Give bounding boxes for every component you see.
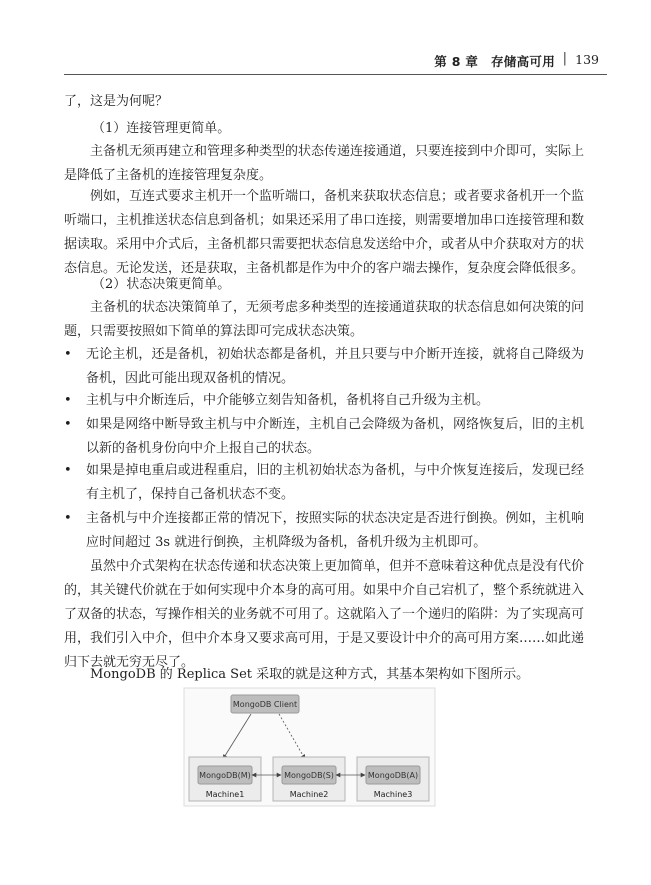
list-item-text: 如果是网络中断导致主机与中介断连，主机自己会降级为备机，网络恢复后，旧的主机以新的备机身份向中介上报自己的状态。 (86, 417, 584, 456)
paragraph-decision: 主备机的状态决策简单了，无须考虑多种类型的连接通道获取的状态信息如何决策的问题，只需要按照如下简单的算法即可完成状态决策。 (64, 300, 585, 339)
list-item-text: 主备机与中介连接都正常的情况下，按照实际的状态决定是否进行倒换。例如，主机响应时间超过 3s 就进行倒换，主机降级为备机，备机升级为主机即可。 (86, 511, 584, 550)
mongodb-architecture-diagram (183, 687, 436, 807)
paragraph-connection: 主备机无须再建立和管理多种类型的状态传递连接通道，只要连接到中介即可，实际上是降低了主备机的连接管理复杂度。 (64, 144, 585, 183)
machine-box-1 (189, 757, 261, 801)
list-item-text: 如果是掉电重启或进程重启，旧的主机初始状态为备机，与中介恢复连接后，发现已经有主机了，保持自己备机状态不变。 (86, 463, 584, 502)
paragraph-cost: 虽然中介式架构在状态传递和状态决策上更加简单，但并不意味着这种优点是没有代价的，其关键代价就在于如何实现中介本身的高可用。如果中介自己宕机了，整个系统就进入了双备的状态，写操作相关的业务就不可用了。这就陷入了一个递归的陷阱：为了实现高可用，我们引入中介，但中介本身又要求高可用，于是又要设计中介的高可用方案……如此递归下去就无穷无尽了。 (64, 559, 585, 670)
bullet-icon: • (64, 511, 72, 526)
heading-state-decision: （2）状态决策更简单。 (92, 277, 231, 292)
bullet-icon: • (64, 417, 72, 432)
machine-label-1: Machine1 (205, 790, 245, 799)
machine-box-2 (273, 757, 345, 801)
client-label: MongoDB Client (232, 700, 298, 709)
list-item-text: 无论主机，还是备机，初始状态都是备机，并且只要与中介断开连接，就将自己降级为备机，因此可能出现双备机的情况。 (86, 347, 584, 386)
paragraph-mongodb: MongoDB 的 Replica Set 采取的就是这种方式，其基本架构如下图所示。 (90, 667, 530, 682)
bullet-icon: • (64, 463, 72, 478)
list-item (64, 413, 584, 461)
list-item-text: 主机与中介断连后，中介能够立刻告知备机，备机将自己升级为主机。 (86, 393, 490, 408)
client-node (231, 695, 299, 713)
heading-connection-management: （1）连接管理更简单。 (92, 121, 231, 136)
node-label-slave: MongoDB(S) (284, 771, 334, 780)
page-number: 139 (575, 52, 599, 67)
chapter-title: 第 8 章 存储高可用 (434, 54, 555, 69)
paragraph-intro: 了，这是为何呢？ (64, 94, 169, 109)
machine-label-3: Machine3 (373, 790, 413, 799)
machine-label-2: Machine2 (289, 790, 329, 799)
machine-box-3 (357, 757, 429, 801)
list-item (64, 389, 584, 413)
bullet-icon: • (64, 347, 72, 362)
page-header (64, 52, 607, 75)
header-separator: | (562, 51, 567, 66)
list-item (64, 507, 584, 555)
list-item (64, 343, 584, 391)
bullet-icon: • (64, 393, 72, 408)
paragraph-example: 例如，互连式要求主机开一个监听端口，备机来获取状态信息；或者要求备机开一个监听端口，主机推送状态信息到备机；如果还采用了串口连接，则需要增加串口连接管理和数据读取。采用中介式后，主备机都只需要把状态信息发送给中介，或者从中介获取对方的状态信息。无论发送，还是获取，主备机都是作为中介的客户端去操作，复杂度会降低很多。 (64, 189, 585, 276)
list-item (64, 459, 584, 507)
node-label-master: MongoDB(M) (199, 771, 251, 780)
architecture-svg (183, 687, 436, 807)
node-label-arbiter: MongoDB(A) (367, 771, 419, 780)
